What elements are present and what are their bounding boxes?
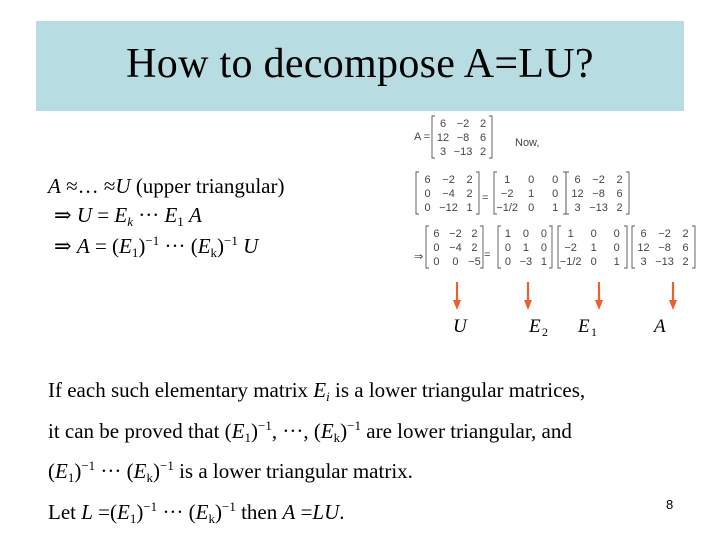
label-e2-sub: 2	[542, 325, 548, 339]
e1-cell: 0	[613, 241, 620, 254]
row2-equals: =	[484, 249, 491, 261]
row1-equals: =	[482, 192, 489, 204]
u-cell: 2	[471, 227, 478, 240]
pointer-arrow-head	[669, 300, 677, 310]
slide-title: How to decompose A=LU?	[126, 41, 594, 87]
e1-cell: 1	[567, 227, 574, 240]
row1-e2inner-cell: 0	[528, 201, 535, 214]
e2-bracket-right	[549, 226, 552, 268]
row1-a-cell: 6	[574, 173, 581, 186]
a-matrix-cell: 2	[479, 145, 487, 158]
a-matrix-bracket-right	[489, 116, 492, 158]
now-label: Now,	[515, 137, 540, 149]
pointer-arrow-head	[453, 300, 461, 310]
u-matrix	[426, 226, 483, 268]
step-line-1: A ≈… ≈U (upper triangular)	[48, 174, 285, 198]
e1-cell: 1	[590, 241, 597, 254]
explanation-line-1: If each such elementary matrix $E_i$ is a lower triangular matrices,	[48, 378, 586, 404]
a-matrix-cell: 6	[439, 117, 447, 130]
row1-a-cell: 2	[616, 201, 623, 214]
row1-left-cell: −2	[442, 173, 455, 186]
row1-left-cell: 2	[466, 187, 473, 200]
a-matrix-cell: −13	[453, 145, 473, 158]
a2-cell: 3	[640, 255, 647, 268]
label-e1: E	[578, 316, 590, 337]
u-cell: −2	[449, 227, 462, 240]
a2-cell: −13	[655, 255, 674, 268]
e1-bracket-right	[624, 226, 627, 268]
row1-e2inner-cell: 0	[552, 187, 559, 200]
e1-cell: −2	[564, 241, 577, 254]
label-e2: E	[529, 316, 541, 337]
pointer-arrow-head	[524, 300, 532, 310]
e2-cell: −3	[519, 255, 533, 268]
row1-e2inner-cell: 0	[552, 173, 559, 186]
row1-e2inner-bracket-right	[563, 172, 566, 214]
label-a: A	[654, 316, 666, 337]
row1-a-cell: 12	[571, 187, 584, 200]
row1-left-cell: −12	[439, 201, 458, 214]
row1-e2inner-cell: 0	[528, 173, 535, 186]
a-matrix-cell: 6	[479, 131, 487, 144]
row1-e2inner-cell: 1	[528, 187, 535, 200]
e2-cell: 1	[522, 241, 529, 254]
a2-cell: 2	[682, 227, 689, 240]
a2-cell: 2	[682, 255, 689, 268]
e2-cell: 0	[504, 241, 511, 254]
a-matrix-cell: 3	[439, 145, 447, 158]
e2-cell: 0	[504, 255, 511, 268]
u-cell: 0	[433, 255, 440, 268]
e1-cell: 1	[613, 255, 620, 268]
row1-left-cell: 6	[424, 173, 431, 186]
a-matrix-cell: 12	[436, 131, 450, 144]
row1-a-bracket-left	[566, 172, 569, 214]
a-matrix	[432, 116, 492, 158]
a-matrix-cell: −2	[456, 117, 470, 130]
e1-matrix	[558, 226, 627, 268]
a2-cell: 6	[640, 227, 647, 240]
a2-cell: 12	[637, 241, 650, 254]
pointer-arrow-head	[595, 300, 603, 310]
row1-left-bracket-left	[416, 172, 419, 214]
u-cell: 0	[452, 255, 459, 268]
a2-cell: 6	[682, 241, 689, 254]
label-u: U	[453, 316, 467, 337]
row1-e2inner-cell: −1/2	[496, 201, 519, 214]
a2-bracket-right	[692, 226, 695, 268]
e2-cell: 0	[540, 241, 547, 254]
row1-e2inner-matrix	[494, 172, 566, 214]
page-number: 8	[666, 497, 674, 512]
pointer-arrows	[453, 282, 677, 310]
step-line-3: ⇒ $A = (E_1)^{-1}$ ··· $(E_k)^{-1}$ U	[54, 233, 259, 260]
a-prefix: A =	[414, 131, 431, 143]
row1-a-cell: −2	[592, 173, 605, 186]
row2-arrow: ⇒	[414, 251, 424, 263]
explanation-line-2: it can be proved that $(E_1)^{-1}$, ···, $(E_k)^{-1}$ are lower triangular, and	[48, 417, 572, 445]
a2-bracket-left	[632, 226, 635, 268]
a-matrix-cell: −8	[456, 131, 470, 144]
a-matrix-bracket-left	[432, 116, 435, 158]
u-cell: −5	[468, 255, 481, 268]
row1-a-cell: −13	[589, 201, 608, 214]
row1-left-cell: 0	[424, 187, 431, 200]
row1-left-cell: 2	[466, 173, 473, 186]
e2-bracket-left	[498, 226, 501, 268]
row1-left-matrix	[416, 172, 479, 214]
row1-left-cell: 0	[424, 201, 431, 214]
explanation-paragraph	[48, 376, 688, 533]
step-line-2: ⇒ $U = E_k$ ··· $E_1$ A	[54, 203, 202, 229]
e1-cell: −1/2	[559, 255, 582, 268]
a-matrix-row2	[632, 226, 695, 268]
row1-a-cell: −8	[592, 187, 605, 200]
row1-left-cell: 1	[466, 201, 473, 214]
e1-cell: 0	[613, 227, 620, 240]
a2-cell: −8	[658, 241, 671, 254]
u-cell: −4	[449, 241, 462, 254]
u-cell: 6	[433, 227, 440, 240]
row1-a-cell: 2	[616, 173, 623, 186]
row1-e2inner-cell: 1	[504, 173, 511, 186]
row1-a-cell: 3	[574, 201, 581, 214]
u-cell: 2	[471, 241, 478, 254]
explanation-line-3: $(E_1)^{-1}$ ··· $(E_k)^{-1}$ is a lower triangular matrix.	[48, 458, 413, 485]
a-matrix-cell: 2	[479, 117, 487, 130]
row1-e2inner-cell: 1	[552, 201, 559, 214]
row1-a-matrix	[566, 172, 629, 214]
label-e1-sub: 1	[591, 325, 597, 339]
e2-cell: 1	[540, 255, 547, 268]
row1-left-cell: −4	[442, 187, 455, 200]
row1-e2inner-cell: −2	[500, 187, 514, 200]
e2-cell: 0	[540, 227, 547, 240]
row1-left-bracket-right	[476, 172, 479, 214]
e2-cell: 1	[504, 227, 511, 240]
a2-cell: −2	[658, 227, 671, 240]
explanation-line-4: Let $L =(E_1)^{-1}$ ··· $(E_k)^{-1}$ then A =LU.	[48, 498, 345, 526]
row1-a-cell: 6	[616, 187, 623, 200]
u-bracket-left	[426, 226, 429, 268]
e2-cell: 0	[522, 227, 529, 240]
e1-cell: 0	[590, 227, 597, 240]
row1-a-bracket-right	[626, 172, 629, 214]
e2-matrix	[498, 226, 552, 268]
matrix-figure	[400, 112, 700, 342]
e1-cell: 0	[590, 255, 597, 268]
u-cell: 0	[433, 241, 440, 254]
